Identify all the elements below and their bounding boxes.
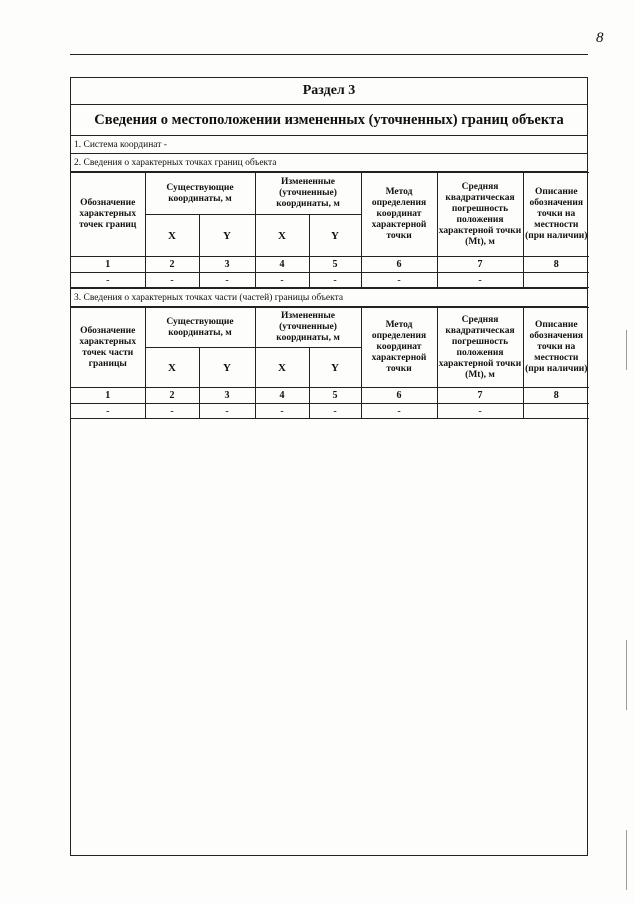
col-changed-x: X bbox=[255, 215, 309, 257]
column-number: 4 bbox=[255, 388, 309, 404]
col-method: Метод определения координат характерной точки bbox=[361, 308, 437, 388]
table-cell: - bbox=[437, 273, 523, 288]
column-numbers-row bbox=[71, 388, 589, 404]
table-cell bbox=[523, 273, 589, 288]
column-number: 4 bbox=[255, 257, 309, 273]
coordinate-system: 1. Система координат - bbox=[71, 136, 587, 154]
col-changed-x: X bbox=[255, 348, 309, 388]
column-number: 2 bbox=[145, 257, 199, 273]
section-frame bbox=[70, 77, 588, 856]
column-number: 2 bbox=[145, 388, 199, 404]
column-number: 5 bbox=[309, 388, 361, 404]
column-number: 6 bbox=[361, 388, 437, 404]
col-changed-coords: Измененные (уточненные) координаты, м bbox=[255, 308, 361, 348]
col-description: Описание обозначения точки на местности (при наличии) bbox=[523, 173, 589, 257]
column-numbers-row bbox=[71, 257, 589, 273]
table-row bbox=[71, 404, 589, 419]
table-cell: - bbox=[309, 273, 361, 288]
scan-speck bbox=[626, 830, 627, 890]
block1-heading: 2. Сведения о характерных точках границ объекта bbox=[71, 154, 587, 172]
table-row bbox=[71, 273, 589, 288]
column-number: 1 bbox=[71, 257, 145, 273]
table-cell: - bbox=[145, 404, 199, 419]
scan-speck bbox=[626, 640, 627, 710]
section-title: Раздел 3 bbox=[71, 78, 587, 105]
scan-speck bbox=[626, 330, 627, 370]
block2-heading: 3. Сведения о характерных точках части (частей) границы объекта bbox=[71, 289, 587, 307]
col-existing-coords: Существующие координаты, м bbox=[145, 173, 255, 215]
column-number: 7 bbox=[437, 257, 523, 273]
col-existing-coords: Существующие координаты, м bbox=[145, 308, 255, 348]
table-cell: - bbox=[255, 273, 309, 288]
col-error: Средняя квадратическая погрешность положения характерной точки (Mt), м bbox=[437, 308, 523, 388]
part-boundary-points-table bbox=[71, 307, 589, 419]
column-number: 3 bbox=[199, 388, 255, 404]
col-designation: Обозначение характерных точек границ bbox=[71, 173, 145, 257]
table-cell: - bbox=[361, 404, 437, 419]
table-cell: - bbox=[309, 404, 361, 419]
col-description: Описание обозначения точки на местности (при наличии) bbox=[523, 308, 589, 388]
col-changed-coords: Измененные (уточненные) координаты, м bbox=[255, 173, 361, 215]
table-cell: - bbox=[199, 404, 255, 419]
table-cell: - bbox=[71, 273, 145, 288]
col-changed-y: Y bbox=[309, 215, 361, 257]
table-cell: - bbox=[361, 273, 437, 288]
column-number: 5 bbox=[309, 257, 361, 273]
table-cell: - bbox=[199, 273, 255, 288]
table-cell bbox=[523, 404, 589, 419]
col-existing-x: X bbox=[145, 348, 199, 388]
col-existing-x: X bbox=[145, 215, 199, 257]
column-number: 7 bbox=[437, 388, 523, 404]
block2-heading-table bbox=[71, 288, 587, 307]
page-number: 8 bbox=[596, 30, 604, 46]
table-cell: - bbox=[437, 404, 523, 419]
col-changed-y: Y bbox=[309, 348, 361, 388]
col-method: Метод определения координат характерной точки bbox=[361, 173, 437, 257]
col-error: Средняя квадратическая погрешность положения характерной точки (Mt), м bbox=[437, 173, 523, 257]
table-cell: - bbox=[71, 404, 145, 419]
column-number: 1 bbox=[71, 388, 145, 404]
col-existing-y: Y bbox=[199, 215, 255, 257]
column-number: 8 bbox=[523, 388, 589, 404]
column-number: 3 bbox=[199, 257, 255, 273]
top-rule bbox=[70, 54, 588, 55]
column-number: 6 bbox=[361, 257, 437, 273]
boundary-points-table bbox=[71, 172, 589, 288]
col-designation: Обозначение характерных точек части границы bbox=[71, 308, 145, 388]
column-number: 8 bbox=[523, 257, 589, 273]
section-subtitle: Сведения о местоположении измененных (уточненных) границ объекта bbox=[71, 105, 587, 136]
table-cell: - bbox=[255, 404, 309, 419]
col-existing-y: Y bbox=[199, 348, 255, 388]
table-cell: - bbox=[145, 273, 199, 288]
section-header-table bbox=[71, 78, 587, 172]
